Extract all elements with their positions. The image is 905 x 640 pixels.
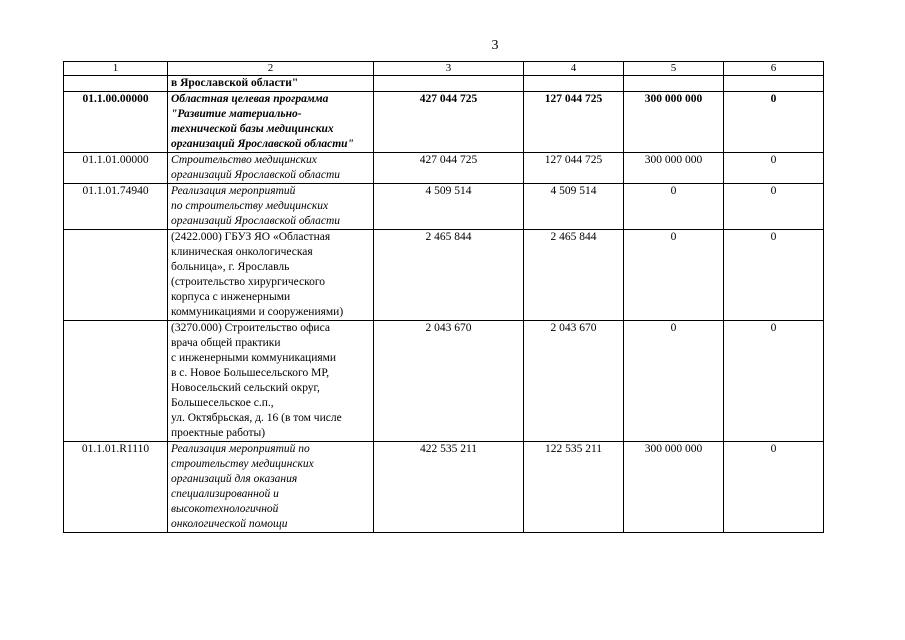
amount-cell-c4: 2 043 670 xyxy=(524,321,624,442)
column-header: 3 xyxy=(374,62,524,76)
budget-code-cell: 01.1.01.00000 xyxy=(64,153,168,184)
item-name-line: специализированной и xyxy=(171,488,279,500)
item-name-cell xyxy=(168,321,374,442)
item-name-line: по строительству медицинских xyxy=(171,200,329,212)
amount-cell-c4: 122 535 211 xyxy=(524,442,624,533)
item-name-line: организаций для оказания xyxy=(171,473,298,485)
amount-cell-c6: 0 xyxy=(724,92,824,153)
budget-code-cell: 01.1.01.R1110 xyxy=(64,442,168,533)
item-name-line: коммуникациями и сооружениями) xyxy=(171,306,344,318)
item-name-line: в Ярославской области" xyxy=(171,77,299,89)
amount-cell-c5: 300 000 000 xyxy=(624,442,724,533)
table-row xyxy=(64,321,824,442)
amount-cell-c3: 427 044 725 xyxy=(374,92,524,153)
item-name-line: (2422.000) ГБУЗ ЯО «Областная xyxy=(171,231,331,243)
item-name-cell xyxy=(168,92,374,153)
amount-cell-c3 xyxy=(374,76,524,92)
column-header: 4 xyxy=(524,62,624,76)
amount-cell-c3: 427 044 725 xyxy=(374,153,524,184)
amount-cell-c6 xyxy=(724,76,824,92)
budget-table xyxy=(63,61,824,533)
item-name-cell xyxy=(168,153,374,184)
amount-cell-c6: 0 xyxy=(724,153,824,184)
budget-code-cell xyxy=(64,76,168,92)
column-header: 5 xyxy=(624,62,724,76)
budget-code-cell: 01.1.01.74940 xyxy=(64,184,168,230)
amount-cell-c4: 127 044 725 xyxy=(524,92,624,153)
amount-cell-c3: 4 509 514 xyxy=(374,184,524,230)
amount-cell-c3: 2 465 844 xyxy=(374,230,524,321)
amount-cell-c3: 422 535 211 xyxy=(374,442,524,533)
item-name-line: Реализация мероприятий по xyxy=(171,443,310,455)
item-name-cell xyxy=(168,76,374,92)
amount-cell-c4 xyxy=(524,76,624,92)
item-name-line: организаций Ярославской области xyxy=(171,169,341,181)
amount-cell-c4: 4 509 514 xyxy=(524,184,624,230)
item-name-line: онкологической помощи xyxy=(171,518,288,530)
amount-cell-c5: 300 000 000 xyxy=(624,153,724,184)
column-header: 2 xyxy=(168,62,374,76)
item-name-line: ул. Октябрьская, д. 16 (в том числе xyxy=(171,412,342,424)
item-name-line: больница», г. Ярославль xyxy=(171,261,290,273)
item-name-line: с инженерными коммуникациями xyxy=(171,352,337,364)
item-name-cell xyxy=(168,184,374,230)
item-name-cell xyxy=(168,442,374,533)
item-name-line: Реализация мероприятий xyxy=(171,185,296,197)
item-name-line: врача общей практики xyxy=(171,337,281,349)
table-row xyxy=(64,442,824,533)
table-row xyxy=(64,153,824,184)
budget-code-cell: 01.1.00.00000 xyxy=(64,92,168,153)
amount-cell-c5: 0 xyxy=(624,230,724,321)
table-row xyxy=(64,184,824,230)
amount-cell-c6: 0 xyxy=(724,184,824,230)
item-name-line: проектные работы) xyxy=(171,427,266,439)
item-name-line: клиническая онкологическая xyxy=(171,246,313,258)
item-name-line: Строительство медицинских xyxy=(171,154,317,166)
amount-cell-c5: 0 xyxy=(624,184,724,230)
table-row xyxy=(64,230,824,321)
amount-cell-c6: 0 xyxy=(724,230,824,321)
item-name-line: высокотехнологичной xyxy=(171,503,279,515)
item-name-line: Новосельский сельский округ, xyxy=(171,382,320,394)
item-name-line: (3270.000) Строительство офиса xyxy=(171,322,330,334)
budget-code-cell xyxy=(64,230,168,321)
amount-cell-c5: 300 000 000 xyxy=(624,92,724,153)
item-name-line: Большесельское с.п., xyxy=(171,397,274,409)
item-name-line: (строительство хирургического xyxy=(171,276,326,288)
table-row xyxy=(64,76,824,92)
item-name-line: в с. Новое Большесельского МР, xyxy=(171,367,330,379)
item-name-line: организаций Ярославской области" xyxy=(171,138,354,150)
item-name-line: организаций Ярославской области xyxy=(171,215,341,227)
item-name-line: "Развитие материально- xyxy=(171,108,302,120)
amount-cell-c4: 127 044 725 xyxy=(524,153,624,184)
item-name-line: корпуса с инженерными xyxy=(171,291,291,303)
page-number: 3 xyxy=(491,38,499,53)
amount-cell-c4: 2 465 844 xyxy=(524,230,624,321)
item-name-cell xyxy=(168,230,374,321)
item-name-line: Областная целевая программа xyxy=(171,93,329,105)
header-row xyxy=(64,62,824,76)
amount-cell-c3: 2 043 670 xyxy=(374,321,524,442)
amount-cell-c6: 0 xyxy=(724,321,824,442)
amount-cell-c5: 0 xyxy=(624,321,724,442)
table-row xyxy=(64,92,824,153)
budget-code-cell xyxy=(64,321,168,442)
column-header: 6 xyxy=(724,62,824,76)
amount-cell-c5 xyxy=(624,76,724,92)
column-header: 1 xyxy=(64,62,168,76)
item-name-line: строительству медицинских xyxy=(171,458,314,470)
item-name-line: технической базы медицинских xyxy=(171,123,334,135)
amount-cell-c6: 0 xyxy=(724,442,824,533)
